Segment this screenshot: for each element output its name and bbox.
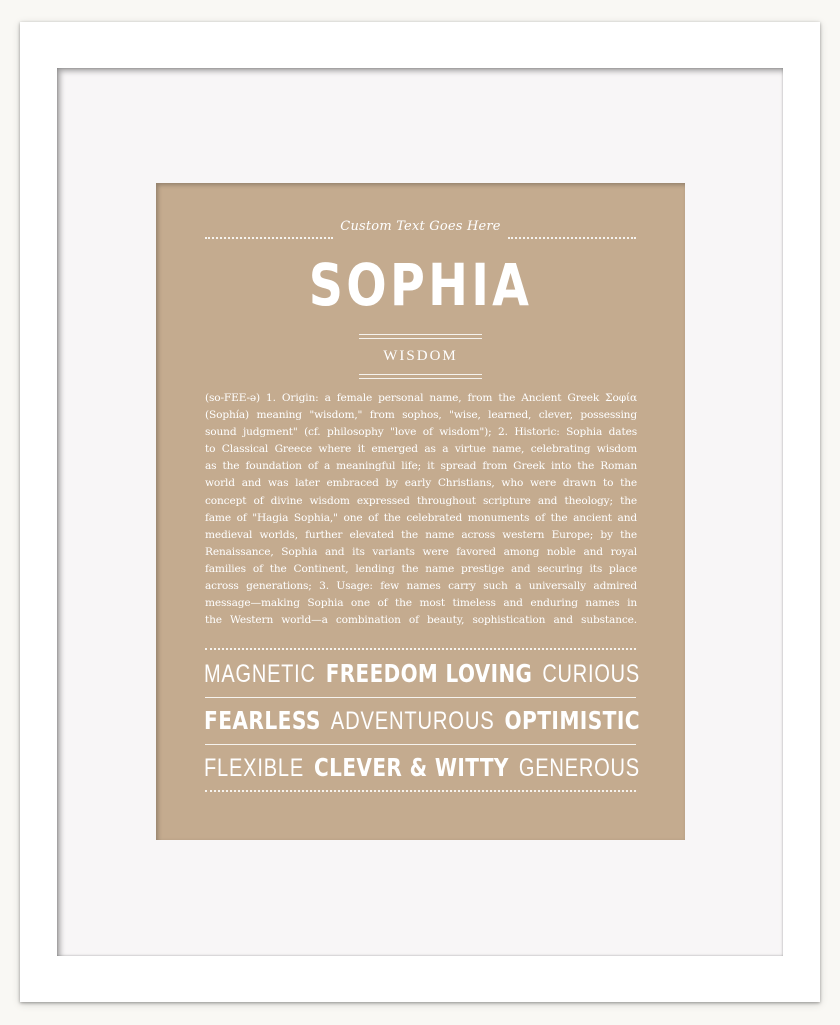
trait-row-3: [204, 751, 640, 785]
trait-row-2: [204, 704, 640, 738]
dotted-divider-right: [508, 237, 636, 239]
definition-line: the Western world—a combination of beauty, sophistication and substance.: [205, 614, 637, 627]
trait-row-1: [204, 657, 640, 691]
definition-line: sound judgment" (cf. philosophy "love of wisdom"); 2. Historic: Sophia dates: [205, 426, 637, 439]
trait: ADVENTUROUS: [330, 707, 495, 735]
definition-line: medieval worlds, further elevated the name across western Europe; by the: [205, 528, 637, 541]
name-meaning-print: [156, 183, 685, 840]
custom-text: Custom Text Goes Here: [340, 219, 501, 234]
trait: OPTIMISTIC: [504, 706, 640, 735]
definition-line: world and was later embraced by early Christians, who were drawn to the: [205, 477, 637, 490]
trait: CLEVER & WITTY: [314, 753, 509, 782]
trait: FLEXIBLE: [204, 754, 305, 782]
rule-above-meaning-2: [359, 338, 482, 339]
rule-below-meaning-1: [359, 374, 482, 375]
trait: CURIOUS: [542, 660, 640, 688]
rule-below-meaning-2: [359, 378, 482, 379]
definition-line: (so-FEE-ə) 1. Origin: a female personal name, from the Ancient Greek Σοφία: [205, 392, 637, 404]
dotted-divider-traits-top: [205, 648, 636, 650]
trait: FEARLESS: [204, 706, 321, 735]
definition-line: Renaissance, Sophia and its variants were favored among noble and royal: [205, 545, 637, 558]
definition-line: as the foundation of a meaningful life; it spread from Greek into the Roman: [205, 460, 637, 473]
definition-line: (Sophía) meaning "wisdom," from sophos, "wise, learned, clever, possessing: [205, 409, 637, 422]
dotted-divider-traits-bottom: [205, 790, 636, 792]
trait-divider-1: [205, 697, 636, 698]
definition-line: across generations; 3. Usage: few names carry such a universally admired: [205, 580, 637, 593]
definition-line: concept of divine wisdom expressed throughout scripture and theology; the: [205, 494, 637, 507]
name-title: SOPHIA: [308, 251, 533, 319]
rule-above-meaning-1: [359, 334, 482, 335]
trait-divider-2: [205, 744, 636, 745]
definition-line: fame of "Hagia Sophia," one of the celebrated monuments of the ancient and: [205, 511, 637, 524]
trait: MAGNETIC: [204, 660, 316, 688]
trait: FREEDOM LOVING: [325, 659, 533, 688]
name-meaning: WISDOM: [383, 348, 458, 364]
name-definition: [205, 390, 637, 629]
definition-line: families of the Continent, lending the name prestige and securing its place: [205, 562, 637, 575]
trait: GENEROUS: [518, 754, 640, 782]
definition-line: message—making Sophia one of the most timeless and enduring names in: [205, 597, 637, 610]
dotted-divider-left: [205, 237, 333, 239]
definition-line: to Classical Greece where it emerged as a virtue name, celebrating wisdom: [205, 443, 637, 456]
